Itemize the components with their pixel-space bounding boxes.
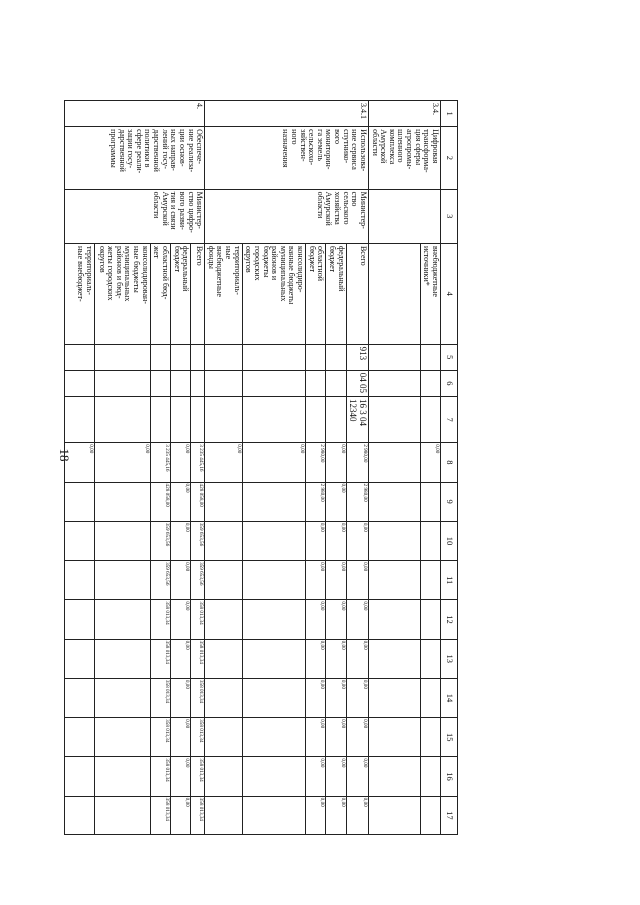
value-cell: 0,00	[170, 521, 190, 560]
value-cell	[64, 639, 94, 678]
empty-cell	[306, 396, 326, 442]
value-cell: 358 013,34	[150, 678, 170, 717]
value-cell	[205, 678, 243, 717]
value-cell: 0,00	[346, 718, 368, 757]
empty-cell	[420, 639, 440, 678]
empty-cell	[369, 521, 421, 560]
empty-cell	[369, 718, 421, 757]
value-cell: 0,00	[306, 639, 326, 678]
value-cell	[64, 796, 94, 834]
empty-cell	[242, 370, 305, 396]
funding-source: федеральный бюджет	[326, 243, 346, 344]
empty-cell	[420, 796, 440, 834]
value-cell: 0,00	[326, 482, 346, 521]
value-cell	[242, 796, 305, 834]
value-cell	[205, 482, 243, 521]
value-cell: 0,00	[346, 796, 368, 834]
value-cell	[242, 757, 305, 796]
item-executor: Министер- ство цифро- вого разви- тия и связи Амурской области	[64, 189, 205, 243]
value-cell: 0,00	[346, 521, 368, 560]
value-cell: 2 980,00	[306, 443, 326, 482]
empty-cell	[205, 344, 243, 370]
value-cell: 0,00	[346, 600, 368, 639]
value-cell: 359 653,56	[191, 561, 205, 600]
empty-cell	[242, 396, 305, 442]
value-cell: 0,00	[64, 443, 94, 482]
value-cell: 358 013,34	[150, 600, 170, 639]
item-number: 4.	[64, 101, 205, 127]
value-cell	[64, 757, 94, 796]
value-cell: 0,00	[326, 757, 346, 796]
value-cell: 428 058,00	[191, 482, 205, 521]
funding-source: территориаль- ные внебюджет-	[64, 243, 94, 344]
value-cell: 2 980,00	[346, 482, 368, 521]
header-cell: 8	[441, 443, 458, 482]
funding-source: Всего	[346, 243, 368, 344]
empty-cell	[205, 396, 243, 442]
value-cell	[205, 718, 243, 757]
value-cell: 358 013,34	[150, 639, 170, 678]
empty-cell	[420, 482, 440, 521]
value-cell: 0,00	[170, 678, 190, 717]
header-row	[441, 101, 458, 835]
value-cell	[242, 718, 305, 757]
value-cell: 0,00	[170, 482, 190, 521]
table-row	[191, 101, 205, 835]
header-cell: 16	[441, 757, 458, 796]
value-cell	[94, 521, 150, 560]
empty-cell	[170, 344, 190, 370]
value-cell: 0,00	[306, 678, 326, 717]
value-cell: 358 013,34	[150, 757, 170, 796]
value-cell	[242, 678, 305, 717]
empty-cell	[369, 678, 421, 717]
value-cell: 2 980,00	[306, 482, 326, 521]
empty-cell	[369, 639, 421, 678]
value-cell	[205, 639, 243, 678]
value-cell	[94, 600, 150, 639]
empty-cell	[94, 344, 150, 370]
empty-cell	[369, 344, 421, 370]
empty-cell	[420, 521, 440, 560]
funding-source: федеральный бюджет	[170, 243, 190, 344]
value-cell	[94, 796, 150, 834]
value-cell: 358 013,34	[150, 718, 170, 757]
empty-cell	[420, 678, 440, 717]
header-cell: 1	[441, 101, 458, 127]
value-cell: 0,00	[170, 757, 190, 796]
value-cell: 358 013,34	[191, 639, 205, 678]
item-executor	[369, 189, 441, 243]
value-cell	[205, 600, 243, 639]
value-cell	[205, 796, 243, 834]
empty-cell	[420, 757, 440, 796]
funding-source: внебюджетные источники*	[420, 243, 440, 344]
empty-cell	[170, 396, 190, 442]
value-cell: 0,00	[170, 796, 190, 834]
value-cell: 0,00	[306, 757, 326, 796]
value-cell	[205, 561, 243, 600]
empty-cell	[150, 396, 170, 442]
empty-cell	[369, 796, 421, 834]
value-cell: 358 013,34	[191, 718, 205, 757]
value-cell: 358 013,34	[191, 757, 205, 796]
value-cell: 359 653,56	[150, 521, 170, 560]
header-cell: 6	[441, 370, 458, 396]
value-cell: 0,00	[326, 678, 346, 717]
funding-source: областной бюджет	[306, 243, 326, 344]
value-cell	[94, 678, 150, 717]
value-cell: 0,00	[170, 639, 190, 678]
value-cell: 0,00	[94, 443, 150, 482]
empty-cell	[306, 344, 326, 370]
empty-cell	[369, 396, 421, 442]
header-cell: 5	[441, 344, 458, 370]
header-cell: 9	[441, 482, 458, 521]
value-cell	[94, 718, 150, 757]
value-cell	[242, 482, 305, 521]
item-number: 3.4.	[369, 101, 441, 127]
value-cell	[94, 639, 150, 678]
value-cell	[94, 561, 150, 600]
value-cell	[64, 678, 94, 717]
empty-cell	[191, 344, 205, 370]
value-cell	[94, 757, 150, 796]
empty-cell	[306, 370, 326, 396]
value-cell	[94, 482, 150, 521]
value-cell: 0,00	[170, 718, 190, 757]
rotated-table-container	[76, 100, 458, 835]
empty-cell	[64, 370, 94, 396]
value-cell	[64, 482, 94, 521]
value-cell: 359 653,56	[191, 521, 205, 560]
empty-cell	[369, 243, 421, 344]
value-cell: 358 013,34	[150, 796, 170, 834]
header-cell: 11	[441, 561, 458, 600]
funding-source: областной бюд- жет	[150, 243, 170, 344]
value-cell: 0,00	[306, 521, 326, 560]
value-cell	[205, 521, 243, 560]
item-number: 3.4.1	[205, 101, 369, 127]
empty-cell	[420, 600, 440, 639]
value-cell: 428 058,00	[150, 482, 170, 521]
empty-cell	[150, 344, 170, 370]
empty-cell	[369, 482, 421, 521]
value-cell: 0,00	[346, 561, 368, 600]
value-cell: 0,00	[170, 561, 190, 600]
header-cell: 14	[441, 678, 458, 717]
value-cell: 0,00	[326, 639, 346, 678]
empty-cell	[420, 718, 440, 757]
empty-cell	[94, 396, 150, 442]
empty-cell	[369, 561, 421, 600]
value-cell: 358 013,34	[191, 600, 205, 639]
header-cell: 10	[441, 521, 458, 560]
value-cell: 0,00	[326, 443, 346, 482]
value-cell: 2 980,00	[346, 443, 368, 482]
item-title: Обеспече- ние реализа- ции основ- ных направ- лений госу- дарственной политики в сфере реали- зации госу- дарственной программы	[64, 127, 205, 189]
value-cell: 0,00	[326, 796, 346, 834]
value-cell	[242, 639, 305, 678]
header-cell: 15	[441, 718, 458, 757]
value-cell	[64, 600, 94, 639]
header-cell: 2	[441, 127, 458, 189]
header-cell: 4	[441, 243, 458, 344]
value-cell: 0,00	[420, 443, 440, 482]
empty-cell	[369, 443, 421, 482]
value-cell: 0,00	[170, 443, 190, 482]
value-cell: 0,00	[242, 443, 305, 482]
funding-source: консолидирован- ные бюджеты муниципальных районов и бюд- жеты городских округов	[94, 243, 150, 344]
empty-cell	[326, 370, 346, 396]
empty-cell	[170, 370, 190, 396]
value-cell	[64, 561, 94, 600]
value-cell: 0,00	[346, 757, 368, 796]
header-cell: 12	[441, 600, 458, 639]
code-grbs: 913	[346, 344, 368, 370]
item-title: Использова- ние сервиса спутнико- вого мониторин- га земель сельскохо- зяйствен- ного назначения	[205, 127, 369, 189]
empty-cell	[420, 344, 440, 370]
value-cell	[64, 521, 94, 560]
value-cell: 358 013,34	[191, 678, 205, 717]
row-3-4-src	[420, 101, 440, 835]
empty-cell	[150, 370, 170, 396]
value-cell: 0,00	[306, 600, 326, 639]
empty-cell	[191, 396, 205, 442]
page-number: 18	[57, 448, 72, 462]
value-cell: 0,00	[326, 561, 346, 600]
funding-source: территориаль- ные внебюджетные фонды	[205, 243, 243, 344]
code-csr: 16 3 04 12340	[346, 396, 368, 442]
value-cell: 0,00	[170, 600, 190, 639]
empty-cell	[242, 344, 305, 370]
funding-table	[64, 100, 458, 835]
table-row	[346, 101, 368, 835]
header-cell: 7	[441, 396, 458, 442]
value-cell	[64, 718, 94, 757]
value-cell: 0,00	[306, 718, 326, 757]
empty-cell	[420, 561, 440, 600]
value-cell	[242, 600, 305, 639]
header-cell: 17	[441, 796, 458, 834]
value-cell: 0,00	[306, 796, 326, 834]
value-cell: 0,00	[306, 561, 326, 600]
value-cell: 0,00	[326, 718, 346, 757]
empty-cell	[64, 396, 94, 442]
value-cell	[205, 757, 243, 796]
value-cell: 0,00	[326, 600, 346, 639]
item-title: Цифровая трансформа- ция сферы агропромы- шленного комплекса Амурской области	[369, 127, 441, 189]
value-cell: 3 235 445,16	[150, 443, 170, 482]
item-executor: Министер- ство сельского хозяйства Амурской области	[205, 189, 369, 243]
header-cell: 3	[441, 189, 458, 243]
empty-cell	[369, 370, 421, 396]
empty-cell	[94, 370, 150, 396]
empty-cell	[326, 396, 346, 442]
empty-cell	[369, 600, 421, 639]
value-cell: 0,00	[346, 678, 368, 717]
value-cell: 3 235 445,16	[191, 443, 205, 482]
empty-cell	[326, 344, 346, 370]
value-cell	[242, 521, 305, 560]
empty-cell	[64, 344, 94, 370]
value-cell: 359 653,56	[150, 561, 170, 600]
value-cell: 0,00	[205, 443, 243, 482]
value-cell: 0,00	[326, 521, 346, 560]
empty-cell	[420, 370, 440, 396]
funding-source: консолидиро- ванные бюджеты муниципальных районов и бюджеты городских округов	[242, 243, 305, 344]
header-cell: 13	[441, 639, 458, 678]
funding-source: Всего	[191, 243, 205, 344]
empty-cell	[420, 396, 440, 442]
empty-cell	[369, 757, 421, 796]
value-cell	[242, 561, 305, 600]
empty-cell	[205, 370, 243, 396]
code-rzpr: 04 05	[346, 370, 368, 396]
value-cell: 358 013,34	[191, 796, 205, 834]
value-cell: 0,00	[346, 639, 368, 678]
empty-cell	[191, 370, 205, 396]
